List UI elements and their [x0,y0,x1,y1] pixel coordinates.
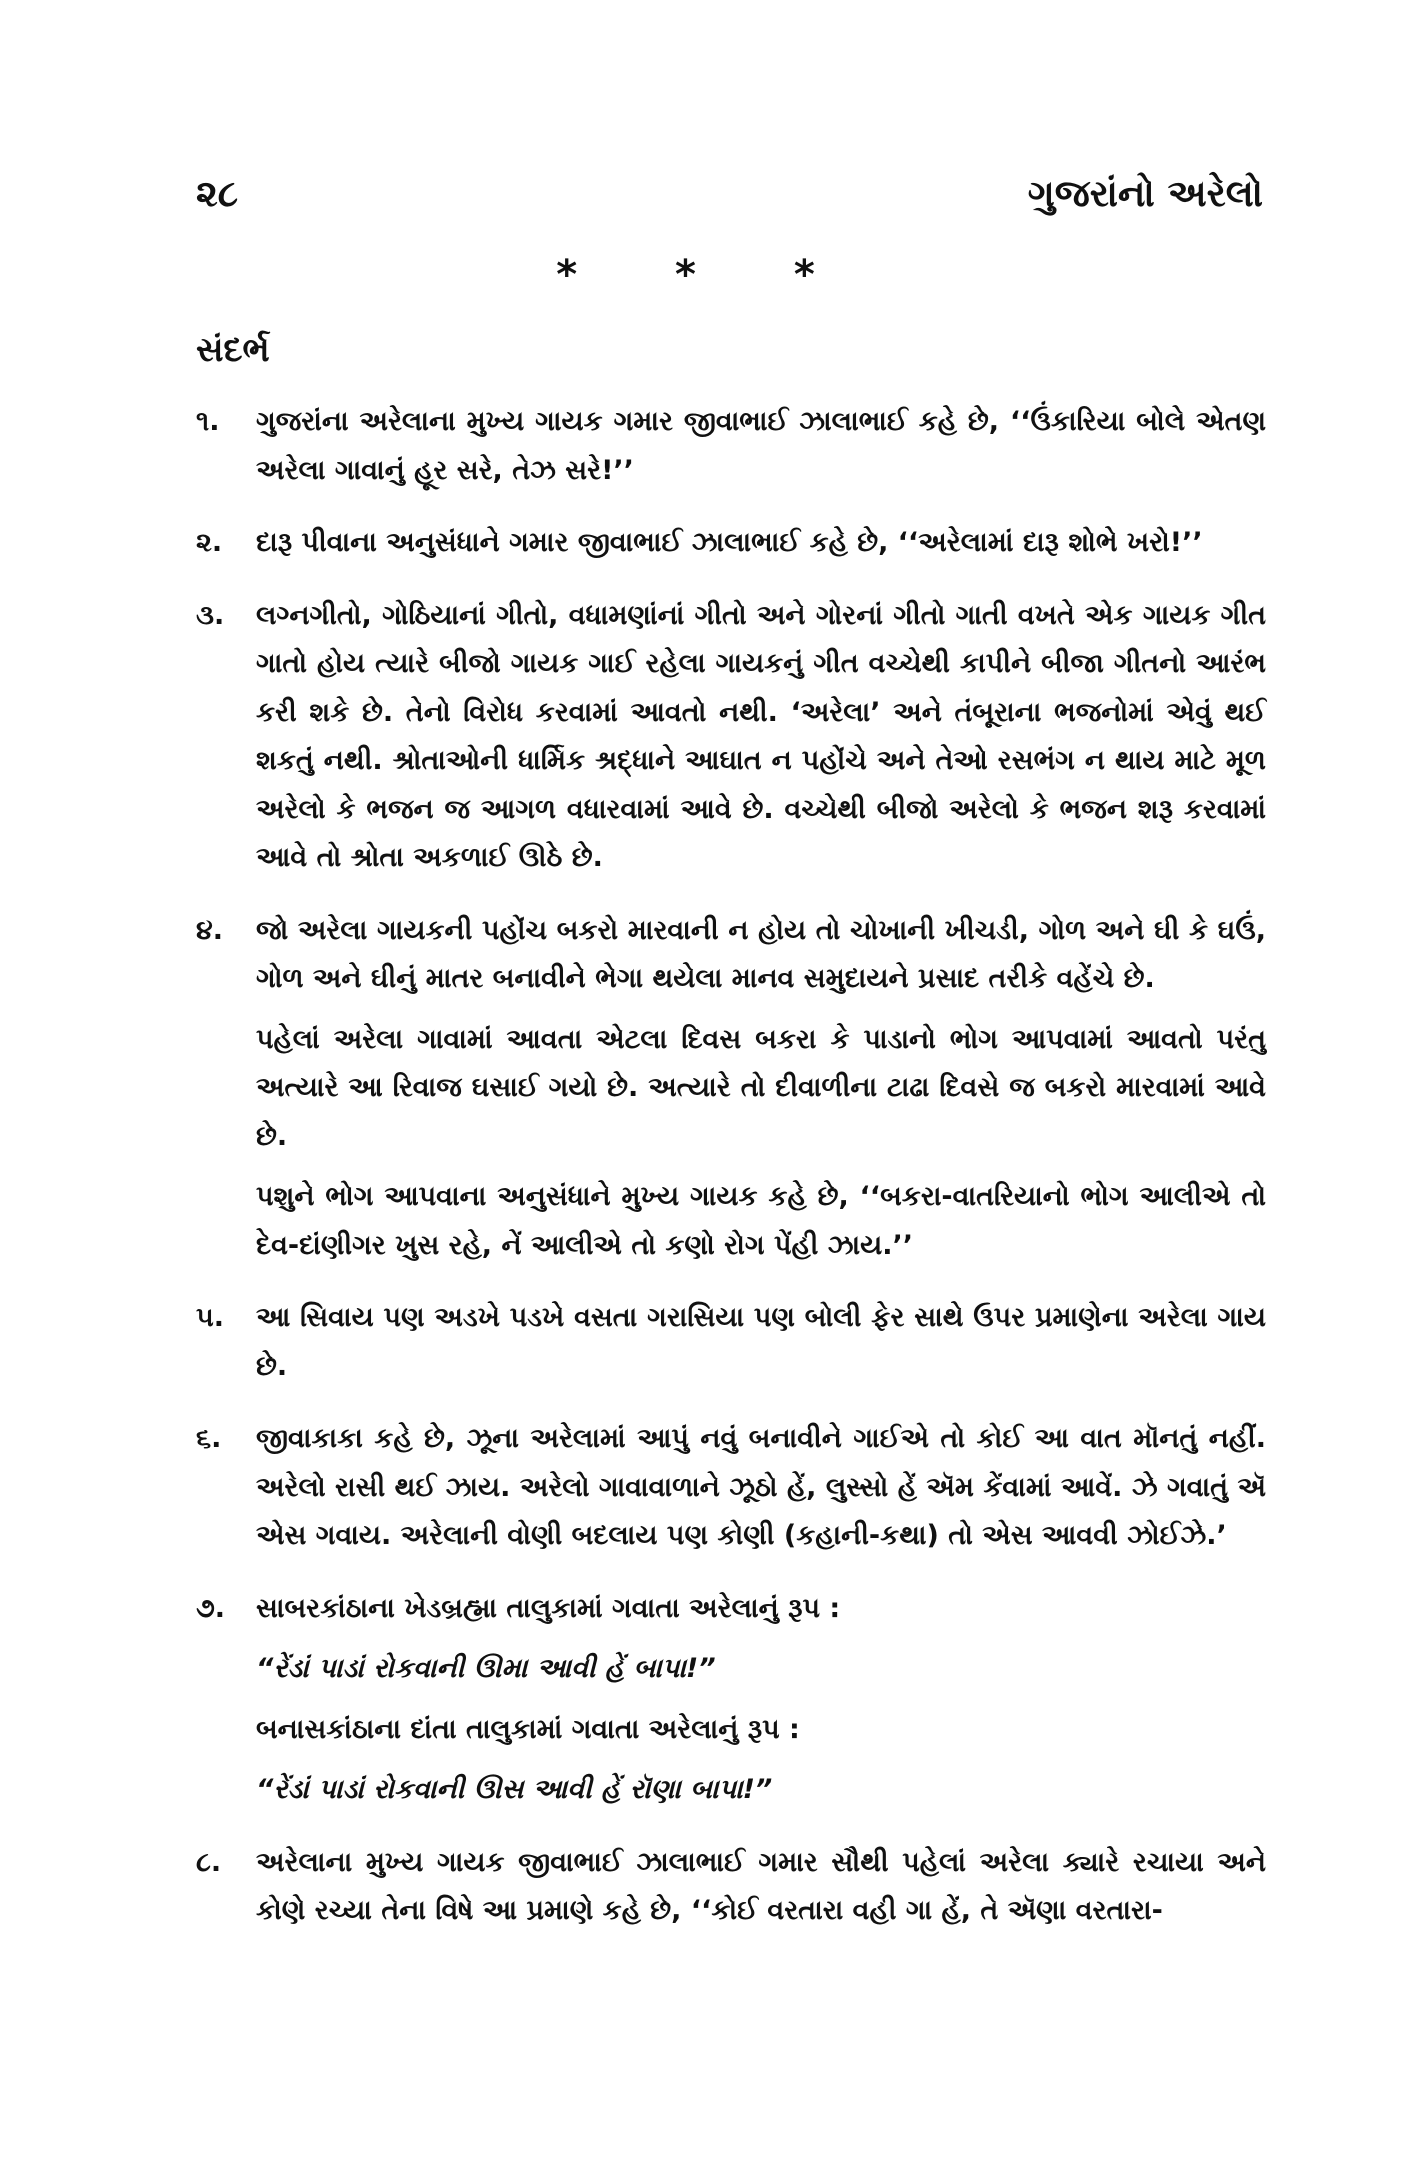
note-paragraph: પહેલાં અરેલા ગાવામાં આવતા એટલા દિવસ બકરા કે પાડાનો ભોગ આપવામાં આવતો પરંતુ અત્યારે આ રિવાજ ઘસાઈ ગયો છે. અત્યારે તો દીવાળીના ટાઢા દિવસે જ બકરો મારવામાં આવે છે. [256,1023,1266,1152]
note-body [256,398,1266,507]
note-paragraph: લગ્નગીતો, ગોઠિયાનાં ગીતો, વધામણાંનાં ગીતો અને ગોરનાં ગીતો ગાતી વખતે એક ગાયક ગીત ગાતો હોય ત્યારે બીજો ગાયક ગાઈ રહેલા ગાયકનું ગીત વચ્ચેથી કાપીને બીજા ગીતનો આરંભ કરી શકે છે. તેનો વિરોધ કરવામાં આવતો નથી. ‘અરેલા’ અને તંબૂરાના ભજનોમાં એવું થઈ શકતું નથી. શ્રોતાઓની ધાર્મિક શ્રદ્ધાને આઘાત ન પહોંચે અને તેઓ રસભંગ ન થાય માટે મૂળ અરેલો કે ભજન જ આગળ વધારવામાં આવે છે. વચ્ચેથી બીજો અરેલો કે ભજન શરૂ કરવામાં આવે તો શ્રોતા અકળાઈ ઊઠે છે. [256,599,1266,873]
section-title: સંદર્ભ [196,330,270,370]
note-paragraph: દારૂ પીવાના અનુસંધાને ગમાર જીવાભાઈ ઝાલાભાઈ કહે છે, ‘‘અરેલામાં દારૂ શોભે ખરો!’’ [256,527,1203,558]
note-item [196,592,1266,895]
note-paragraph: જીવાકાકા કહે છે, ઝૂના અરેલામાં આપું નવું બનાવીને ગાઈએ તો કોઈ આ વાત મૉનતું નહીં. અરેલો રાસી થઈ ઝાય. અરેલો ગાવાવાળાને ઝૂઠો હેં, લુસ્સો હેં ઍમ કેંવામાં આવેં. ઝે ગવાતું ઍ એસ ગવાય. અરેલાની વોણી બદલાય પણ કોણી (કહાની-કથા) તો એસ આવવી ઝોઈઝે.’ [256,1423,1266,1551]
note-item [196,1415,1266,1573]
note-number: ૮. [196,1846,222,1878]
note-item [196,398,1266,507]
note-number: ૬. [196,1423,222,1454]
note-body [256,1294,1266,1403]
note-paragraph: અરેલાના મુખ્ય ગાયક જીવાભાઈ ઝાલાભાઈ ગમાર સૌથી પહેલાં અરેલા ક્યારે રચાયા અને કોણે રચ્યા તેના વિષે આ પ્રમાણે કહે છે, ‘‘કોઈ વરતારા વહી ગા હેં, તે ઍણા વરતારા- [256,1846,1266,1926]
note-body [256,1839,1266,1948]
note-item [196,1839,1266,1948]
note-number: ૫. [196,1302,224,1333]
note-paragraph: આ સિવાય પણ અડખે પડખે વસતા ગરાસિયા પણ બોલી ફેર સાથે ઉપર પ્રમાણેના અરેલા ગાય છે. [256,1302,1266,1382]
note-number: ૧. [196,406,220,437]
note-body [256,519,1266,580]
note-paragraph: ગુજરાંના અરેલાના મુખ્ય ગાયક ગમાર જીવાભાઈ ઝાલાભાઈ કહે છે, ‘‘ઉંકારિયા બોલે એતણ અરેલા ગાવાનું હૂર સરે, તેઝ સરે!’’ [256,406,1266,486]
note-body [256,1415,1266,1573]
note-paragraph: પશુને ભોગ આપવાના અનુસંધાને મુખ્ય ગાયક કહે છે, ‘‘બકરા-વાતરિયાનો ભોગ આલીએ તો દેવ-દાંણીગર ખુસ રહે, નેં આલીએ તો કણો રોગ પેંહી ઝાય.’’ [256,1181,1266,1261]
note-paragraph: જો અરેલા ગાયકની પહોંચ બકરો મારવાની ન હોય તો ચોખાની ખીચડી, ગોળ અને ઘી કે ઘઉં, ગોળ અને ઘીનું માતર બનાવીને ભેગા થયેલા માનવ સમુદાયને પ્રસાદ તરીકે વહેંચે છે. [256,914,1266,994]
note-paragraph: સાબરકાંઠાના ખેડબ્રહ્મા તાલુકામાં ગવાતા અરેલાનું રૂપ : [256,1592,841,1624]
page-header [196,172,1263,232]
page-number: ૨૮ [196,172,239,215]
running-title: ગુજરાંનો અરેલો [1027,172,1263,215]
quoted-verse: “રેંડાં પાડાં રોકવાની ઊસ આવી હેં રૉણા બાપા!” [256,1774,773,1805]
note-body [256,592,1266,895]
note-number: ૪. [196,914,223,946]
note-body [256,1585,1266,1827]
notes-list [196,398,1266,1960]
note-item [196,1585,1266,1827]
note-number: ૭. [196,1592,226,1624]
note-item [196,907,1266,1283]
section-separator: * * * [556,252,857,298]
note-paragraph: બનાસકાંઠાના દાંતા તાલુકામાં ગવાતા અરેલાનું રૂપ : [256,1713,800,1745]
note-item [196,519,1266,580]
note-number: ૩. [196,599,225,631]
note-body [256,907,1266,1283]
note-item [196,1294,1266,1403]
quoted-verse: “રેંડાં પાડાં રોકવાની ઊમા આવી હેં બાપા!” [256,1653,716,1684]
note-number: ૨. [196,527,223,558]
